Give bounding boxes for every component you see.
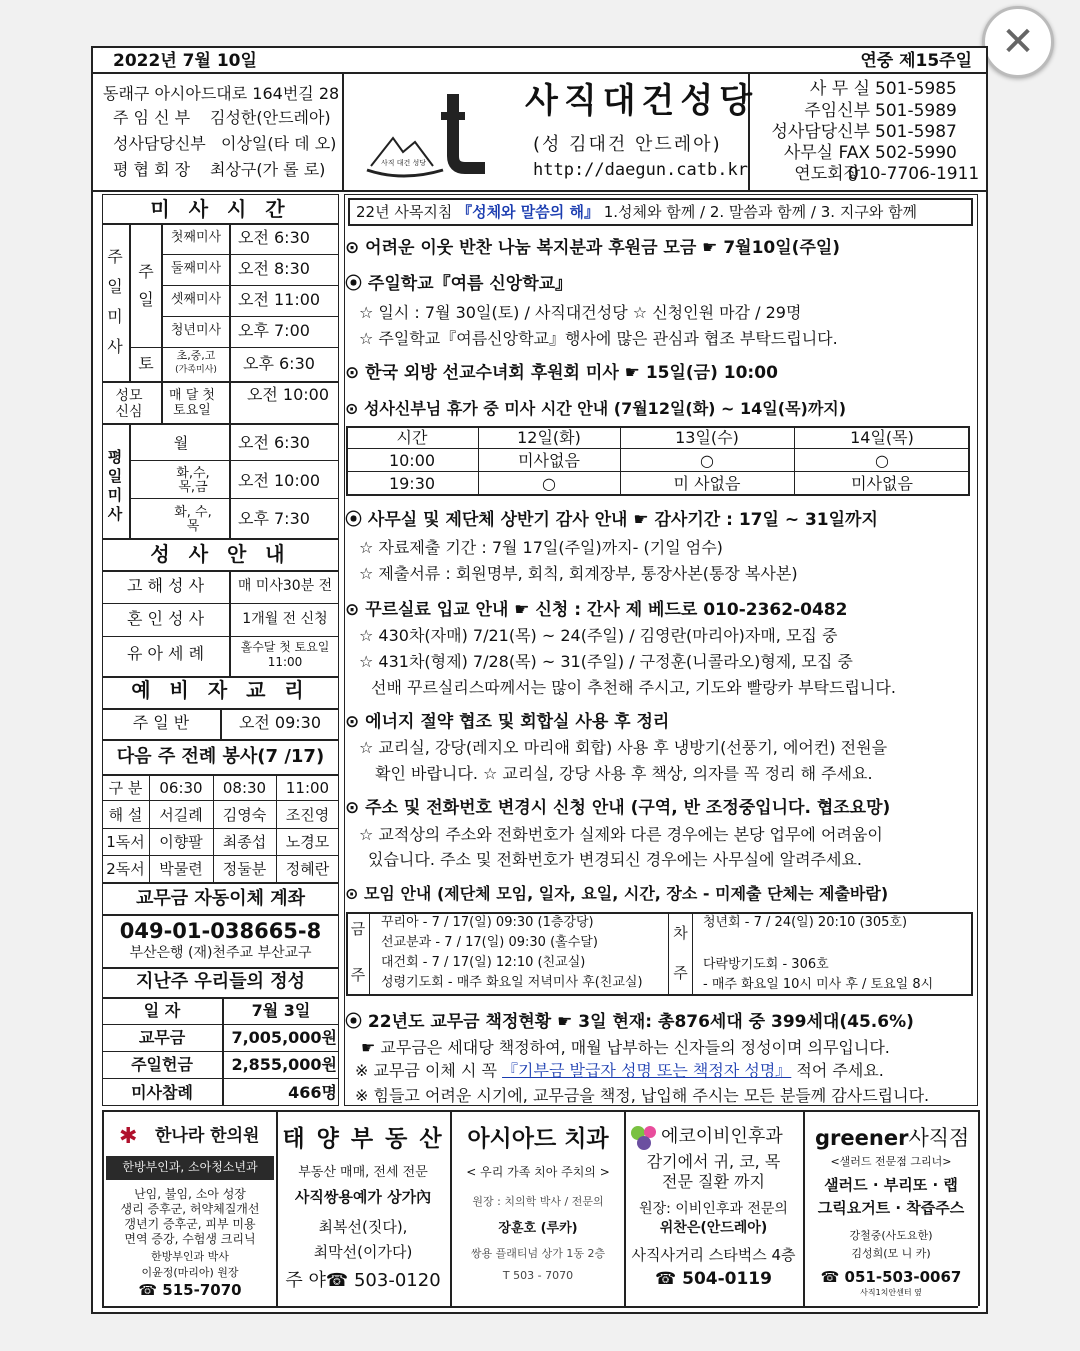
notice-contribution: ⦿ 22년도 교무금 책정현황 ☛ 3일 현재: 총876세대 중 399세대(45.6%) [345, 1012, 914, 1032]
notice-side-dish: ⊙ 어려운 이웃 반찬 나눔 복지분과 후원금 모금 ☛ 7월10일(주일) [345, 238, 841, 258]
notice-address-change: ⊙ 주소 및 전화번호 변경시 신청 안내 (구역, 반 조정중입니다. 협조요망) [345, 798, 891, 818]
address: 동래구 아시아드대로 164번길 28 [103, 84, 340, 103]
sunday-mass-label: 주일미사 [107, 247, 123, 356]
mass-time: 오전 11:00 [238, 290, 321, 309]
offering-title: 지난주 우리들의 정성 [135, 971, 306, 992]
week-title: 연중 제15주일 [860, 51, 972, 71]
servers-title: 다음 주 전례 봉사(7 /17) [116, 746, 325, 767]
catechumen-title: 예 비 자 교 리 [131, 678, 310, 702]
mass-time: 오후 7:00 [238, 321, 310, 340]
mass-time: 오전 6:30 [238, 433, 310, 452]
notice-mission-mass: ⊙ 한국 외방 선교수녀회 후원회 미사 ☛ 15일(금) 10:00 [345, 363, 778, 383]
mass-time: 오후 7:30 [238, 509, 310, 528]
account-number: 049-01-038665-8 [119, 919, 322, 943]
assistant-priest: 이상일(타 데 오) [221, 134, 337, 153]
weekday-mass-label: 평일미사 [107, 448, 123, 523]
pastor: 김성한(안드레아) [210, 108, 331, 127]
notice-meetings: ⊙ 모임 안내 (제단체 모임, 일자, 요일, 시간, 장소 - 미제출 단체는 제출바람) [345, 884, 889, 903]
notice-audit: ⦿ 사무실 및 제단체 상반기 감사 안내 ☛ 감사기간 : 17일 ~ 31일까지 [345, 510, 878, 530]
notice-cursillo: ⊙ 꾸르실료 입교 안내 ☛ 신청 : 간사 제 베드로 010-2362-0482 [345, 600, 848, 620]
mass-time: 오전 10:00 [246, 385, 330, 404]
donation-title: 교무금 자동이체 계좌 [135, 888, 306, 909]
mass-time: 오전 10:00 [238, 471, 321, 490]
close-button[interactable] [982, 6, 1054, 78]
bank-name: 부산은행 (재)천주교 부산교구 [129, 945, 312, 961]
council-president: 최상구(가 롤 로) [210, 160, 326, 179]
notice-summer-school: ⦿ 주일학교『여름 신앙학교』 [345, 274, 573, 294]
website: http://daegun.catb.kr [533, 160, 748, 180]
sacrament-title: 성 사 안 내 [150, 542, 291, 566]
flower-icon: ✱ [119, 1124, 138, 1149]
church-name: 사직대건성당 [525, 81, 759, 121]
bulletin-sheet: 2022년 7월 10일 연중 제15주일 동래구 아시아드대로 164번길 28 주 임 신 부 김성한(안드레아) 성사담당신부 이상일(타 데 오) 평 협 회 장 최상구(가 롤 로) 사직 대건 성당 사직대건성당 (성 김대건 안드레아) http://daegun.catb.kr 사 무 실 501-5985 주임신부 501-5989 성사담당신부 501-5987 사무실 FAX 502-5990 연도회장 010-7706-1911 미 사 시 간 주일미사 주일 토 첫째미사 오전 6:30 둘째미사 오전 8:30 셋째미사 오전 11:00 청년미사 오후 7:00 초,중,고 (가족미사) 오후 6:30 성모신심 매 달 첫토요일 오전 10:00 평일미사 월 오전 6:30 화,수, 목,금 오전 10:00 화, 수, 목 오후 7:30 성 사 안 내 고 해 성 사 매 미사30분 전 혼 인 성 사 1개월 전 신청 유 아 세 례 홀수달 첫 토요일 11:00 예 비 자 교 리 주 일 반 오전 09:30 다음 주 전례 봉사(7 /17) 구 분 06:30 08:30 11:00 해 설 서길례 김영숙 조진영 1독서 이향팔 최종섭 노경모 2독서 박물련 정둘분 정혜란 교무금 자동이체 계좌 049-01-038665-8 부산은행 (재)천주교 부산교구 지난주 우리들의 정성 일 자 7월 3일 교무금 7,005,000원 주일헌금 2,855,000원 미사참례 466명 22년 사목지침 『성체와 말씀의 해』 1.성체와 함께 / 2. 말씀과 함께 / 3. 지구와 함께 ⊙ 어려운 이웃 반찬 나눔 복지분과 후원금 모금 ☛ 7월10일(주일) ⦿ 주일학교『여름 신앙학교』 ☆ 일시 : 7월 30일(토) / 사직대건성당 ☆ 신청인원 마감 / 29명 ☆ 주일학교『여름신앙학교』행사에 많은 관심과 협조 부탁드립니다. ⊙ 한국 외방 선교수녀회 후원회 미사 ☛ 15일(금) 10:00 ⊙ 성사신부님 휴가 중 미사 시간 안내 (7월12일(화) ~ 14일(목)까지) 시간 12일(화) 13일(수) 14일(목) 10:00 미사없음 ○ ○ 19:30 ○ 미 사없음 미사없음 ⦿ 사무실 및 제단체 상반기 감사 안내 ☛ 감사기간 : 17일 ~ 31일까지 ☆ 자료제출 기간 : 7월 17일(주일)까지- (기일 엄수) ☆ 제출서류 : 회원명부, 회칙, 회계장부, 통장사본(통장 복사본) ⊙ 꾸르실료 입교 안내 ☛ 신청 : 간사 제 베드로 010-2362-0482 ☆ 430차(자매) 7/21(목) ~ 24(주일) / 김영란(마리아)자매, 모집 중 ☆ 431차(형제) 7/28(목) ~ 31(주일) / 구정훈(니콜라오)형제, 모집 중 선배 꾸르실리스따께서는 많이 추천해 주시고, 기도와 빨랑카 부탁드립니다. ⊙ 에너지 절약 협조 및 회합실 사용 후 정리 ☆ 교리실, 강당(레지오 마리애 회합) 사용 후 냉방기(선풍기, 에어컨) 전원을 확인 바랍니다. ☆ 교리실, 강당 사용 후 책상, 의자를 꼭 정리 해 주세요. ⊙ 주소 및 전화번호 변경시 신청 안내 (구역, 반 조정중입니다. 협조요망) ☆ 교적상의 주소와 전화번호가 실제와 다른 경우에는 본당 업무에 어려움이 있습니다. 주소 및 전화번호가 변경되신 경우에는 사무실에 알려주세요. ⊙ 모임 안내 (제단체 모임, 일자, 요일, 시간, 장소 - 미제출 단체는 제출바람) 금 주 꾸리아 - 7 / 17(일) 09:30 (1층강당) 선교분과 - 7 / 17(일) 09:30 (홀수달) 대건회 - 7 / 17(일) 12:10 (친교실) 성령기도회 - 매주 화요일 저녁미사 후(친교실) 차 주 청년회 - 7 / 24(일) 20:10 (305호) 다락방기도회 - 306호 - 매주 화요일 10시 미사 후 / 토요일 8시 ⦿ 22년도 교무금 책정현황 ☛ 3일 현재: 총876세대 중 399세대(45.6%) ☛ 교무금은 세대당 책정하여, 매월 납부하는 신자들의 정성이며 의무입니다. ※ 교무금 이체 시 꼭 『기부금 발급자 성명 또는 책정자 성명』 적어 주세요. ※ 힘들고 어려운 시기에, 교무금을 책정, 납입해 주시는 모든 분들께 감사드립니다. ✱ 한나라 한의원 한방부인과, 소아청소년과 난임, 불임, 소아 성장 생리 증후군, 허약체질개선 갱년기 증후군, 피부 미용 면역 증강, 수험생 크리닉 한방부인과 박사 이윤정(마리아) 원장 ☎ 515-7070 태 양 부 동 산 부동산 매매, 전세 전문 사직쌍용예가 상가內 최복선(짓다), 최막선(이가다) 주 야☎ 503-0120 아시아드 치과 < 우리 가족 치아 주치의 > 원장 : 치의학 박사 / 전문의 장훈호 (루카) 쌍용 플래티넘 상가 1동 2층 T 503 - 7070 에코이비인후과 감기에서 귀, 코, 목 전문 질환 까지 원장: 이비인후과 전문의 위찬은(안드레아) 사직사거리 스타벅스 4층 ☎ 504-0119 greener사직점 <샐러드 전문점 그리너> 샐러드 · 부리또 · 랩 그릭요거트 · 착즙주스 강철중(사도요한) 김성희(모 니 카) ☎ 051-503-0067 사직1치안센터 옆 [91, 46, 988, 1314]
church-logo [363, 86, 493, 184]
motto-title: 『성체와 말씀의 해』 [457, 203, 599, 221]
notice-vacation: ⊙ 성사신부님 휴가 중 미사 시간 안내 (7월12일(화) ~ 14일(목)까지) [345, 399, 847, 418]
eco-logo-icon [629, 1124, 661, 1152]
mass-title: 미 사 시 간 [150, 197, 291, 221]
mass-time: 오전 6:30 [238, 228, 310, 247]
logo-text: 사직 대건 성당 [381, 159, 427, 167]
date: 2022년 7월 10일 [113, 51, 257, 71]
mass-time: 오전 8:30 [238, 259, 310, 278]
mass-time: 오후 6:30 [243, 354, 315, 373]
close-icon: ✕ [1001, 19, 1035, 65]
notice-energy: ⊙ 에너지 절약 협조 및 회합실 사용 후 정리 [345, 712, 670, 732]
patron: (성 김대건 안드레아) [533, 134, 722, 155]
